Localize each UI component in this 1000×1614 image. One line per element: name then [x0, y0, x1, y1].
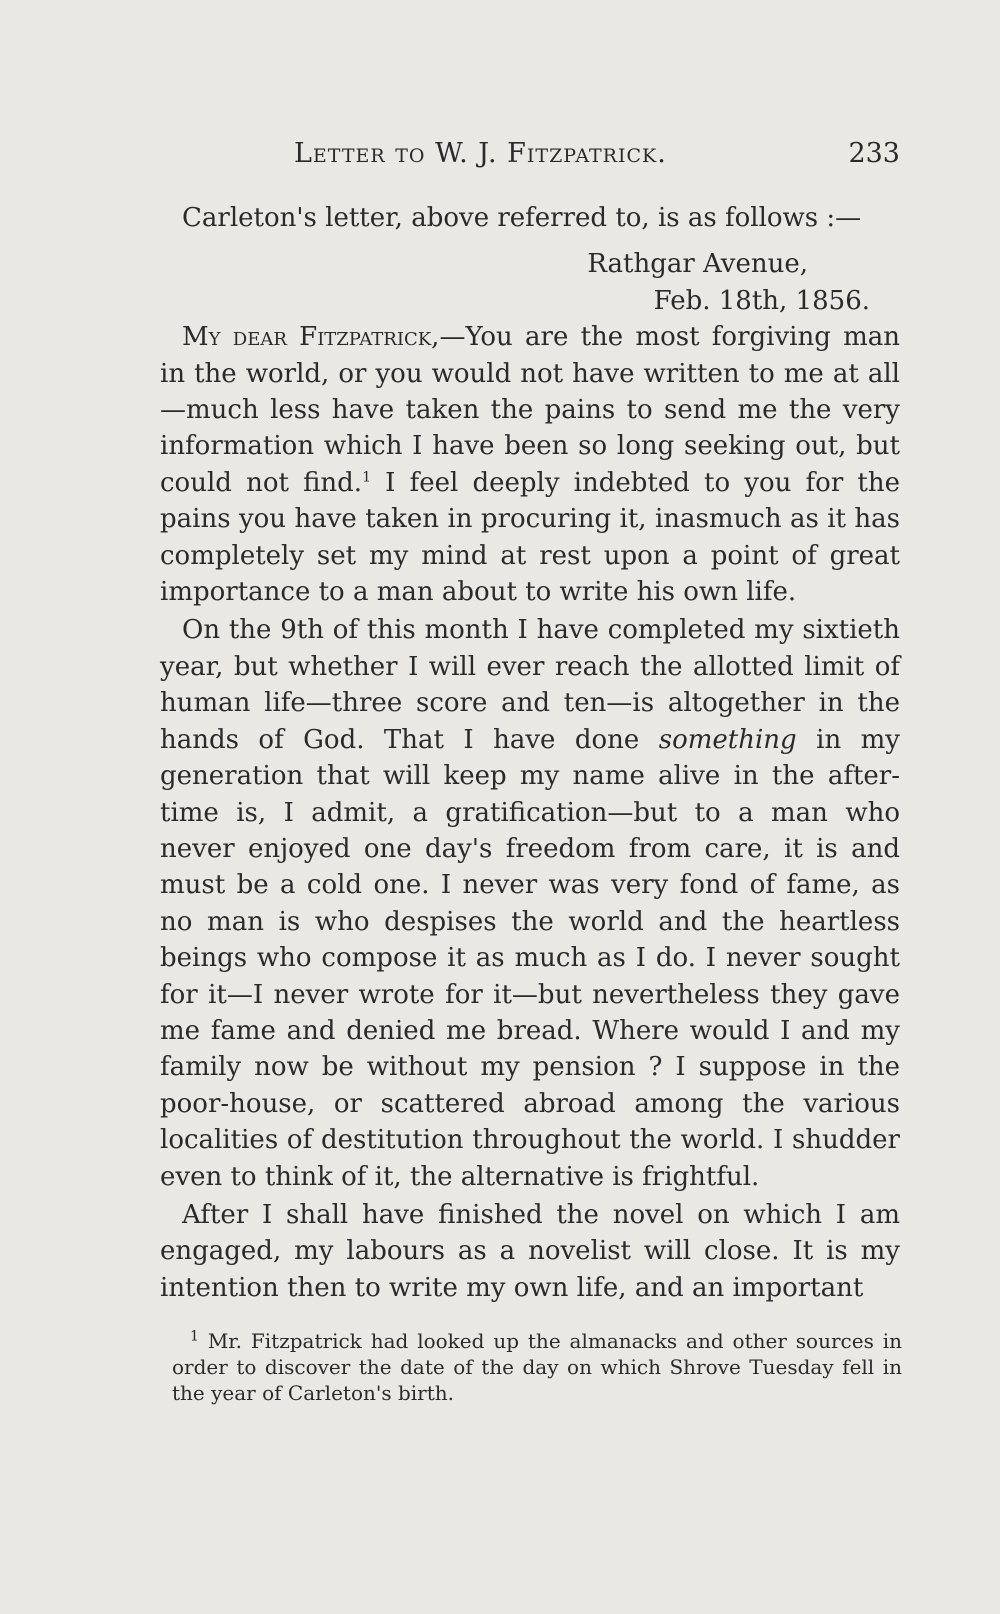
letter-address [160, 246, 900, 319]
page-number: 233 [848, 138, 900, 169]
running-title: Letter to W. J. Fitzpatrick. [294, 138, 667, 169]
running-head [160, 138, 900, 178]
salutation: My dear Fitzpatrick, [182, 322, 440, 353]
emphasis-something: something [658, 724, 797, 755]
paragraph-3: After I shall have finished the novel on which I am engaged, my labours as a novelist will close. It is my intention then to write my own life, and an important [160, 1199, 900, 1303]
date-line: Feb. 18th, 1856. [653, 285, 870, 316]
footnote-text-line [172, 1328, 902, 1406]
intro-line: Carleton's letter, above referred to, is as follows :— [182, 203, 862, 233]
paragraph-2-text-b: in my generation that will keep my name alive in the after-time is, I admit, a gratification—but to a man who never enjoyed one day's freedom from care, it is and must be a cold one. I never was very fond of fame, as no man is who despises the world and the heartless beings who compose it as much as I do. I never sought for it—I never wrote for it—but nevertheless they gave me fame and denied me bread. Where would I and my family now be without my pension ? I suppose in the poor-house, or scattered abroad among the various localities of destitution throughout the world. I shudder even to think of it, the alternative is frightful. [160, 724, 900, 1192]
footnote-mark: 1 [190, 1328, 199, 1345]
address-line: Rathgar Avenue, [587, 249, 808, 280]
paragraph-1-text-a: —You are the most forgiving man in the world, or you would not have written to me at all—much less have taken the pains to send me the very information which I have been so long seeking out, but could not find. [160, 322, 901, 498]
footnote-text: Mr. Fitzpatrick had looked up the almanacks and other sources in order to discover the date of the day on which Shrove Tuesday fell in the year of Carleton's birth. [172, 1329, 902, 1405]
footnote [172, 1328, 902, 1406]
footnote-reference: 1 [362, 469, 371, 486]
paragraph-2 [160, 612, 900, 1195]
body-text [160, 200, 900, 1306]
paragraph-1-text-b: I feel deeply indebted to you for the pains you have taken in procuring it, inasmuch as it has completely set my mind at rest upon a point of great importance to a man about to write his own life. [160, 467, 900, 608]
paragraph-1 [160, 319, 900, 610]
paragraph-2-text-a: On the 9th of this month I have completed my sixtieth year, but whether I will ever reach the allotted limit of human life—three score and ten—is altogether in the hands of God. That I have done [160, 615, 900, 755]
